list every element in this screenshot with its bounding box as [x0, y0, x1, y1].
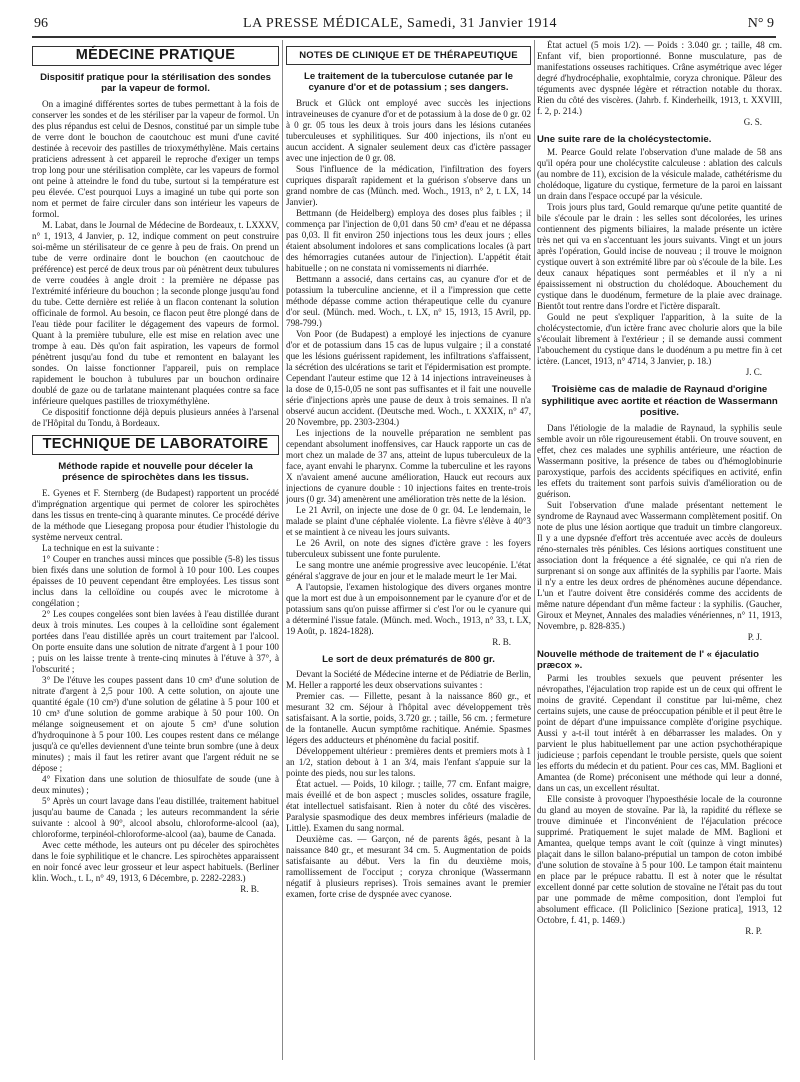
paragraph: A l'autopsie, l'examen histologique des divers organes montre que la mort est due à un empoisonnement par le cyanure d'or et de potassium sans qu'on puisse affirmer si c'est l'or ou le cyanure qui a déterminé l'issue fatale. (Münch. med. Woch., 1913, n° 33, t. LX, 19 Août, p. 1824-1828).: [286, 581, 531, 636]
paragraph: Les injections de la nouvelle préparation ne semblent pas cependant absolument inoffensives, car Hauck rapporte un cas de mort chez un malade de 37 ans, atteint de lupus tuberculeux de la face, ayant envahi le pharynx. Comme la tuberculine et les rayons X n'avaient amené aucune amélioration, Hauck eut recours aux injections de cyanure double : 10 injections faites en trente-trois jours (0 gr. 34) amenèrent une amélioration très nette de la lésion.: [286, 427, 531, 504]
signature: R. B.: [240, 883, 259, 894]
page-number: 96: [34, 16, 48, 31]
paragraph: Elle consiste à provoquer l'hypoesthésie locale de la couronne du gland au moyen de stovaïne. Par là, la rapidité du réflexe se trouve diminuée et l'inconvénient de l'éjaculation précoce supprimé. Pratiquement le sujet malade de MM. Baglioni et Amantea, quelque temps avant le coït (quinze à vingt minutes) plaçait dans le sillon balano-préputial un tampon de coton imbibé d'une solution de stovaïne à 5 pour 100. Le tampon était maintenu en place par le prépuce rabattu. Il est à noter que le résultat excellent donné par cette solution de stovaïne ne l'était pas du tout par une pommade de même composition, dont l'emploi fut absolument efficace. (Il Policlinico [Sezione pratica], 1913, 12 Octobre, f. 41, p. 1469.): [537, 794, 782, 926]
article-title: Méthode rapide et nouvelle pour déceler la présence de spirochètes dans les tissus.: [58, 460, 253, 484]
paragraph: M. Labat, dans le Journal de Médecine de Bordeaux, t. LXXXV, n° 1, 1913, 4 Janvier, p. 12, indique comment on peut construire soi-même un stérilisateur de ce genre à peu de frais. On prend un tube de verre ordinaire dont le bouchon (en caoutchouc de préférence) est percé de deux trous par où pénètrent deux tubulures de verre coudées à angle droit : la première ne dépasse pas l'extrémité inférieure du bouchon ; la seconde plonge jusqu'au fond du tube. Cette dernière est reliée à un flacon contenant la solution officinale de formol. Au besoin, ce flacon peut être plongé dans de l'eau tiède pour faciliter le dégagement des vapeurs de formol. Quant à la première tubulure, elle est mise en relation avec une trompe à eau. Dès qu'on fait aspiration, les vapeurs de formol pénètrent jusqu'au fond du tube et remontent en balayant les sondes. On laisse fonctionner l'appareil, puis on remplace rapidement le bouchon à tubulures par un bouchon ordinaire doublé de gaze ou de tarlatane maintenant plaquées contre sa face inférieure quelques pastilles de trioxyméthylène.: [32, 219, 279, 406]
article-title: Troisième cas de maladie de Raynaud d'origine syphilitique avec aortite et réaction de Wassermann positive.: [541, 384, 778, 419]
paragraph: Développement ultérieur : premières dents et premiers mots à 1 an 1/2, station debout à 1 an 3/4, mais l'enfant s'appuie sur la pointe des pieds, nou sur les talons.: [286, 746, 531, 779]
issue-number: N° 9: [747, 16, 774, 31]
signature: G. S.: [743, 117, 762, 127]
paragraph: Premier cas. — Fillette, pesant à la naissance 860 gr., et mesurant 32 cm. Séjour à l'hôpital avec développement très satisfaisant. A la sortie, poids, 3.720 gr. ; taille, 56 cm. ; fermeture de la fontanelle. Aucun symptôme rachitique. Anémie. Spasmes légers des adducteurs et phénomène du facial positif.: [286, 691, 531, 746]
signature: R. B.: [492, 636, 511, 647]
paragraph: La technique en est la suivante :: [42, 542, 160, 553]
column-rule-1: [282, 40, 283, 1060]
paragraph: Le sang montre une anémie progressive avec leucopénie. L'état général s'aggrave de jour en jour et le malade meurt le 1er Mai.: [286, 559, 531, 581]
paragraph: 1° Couper en tranches aussi minces que possible (5-8) les tissus bien fixés dans une solution de formol à 10 pour 100. Les coupes épaisses de 10 peuvent cependant être employées. Les tissus sont inclus dans la celloïdine ou coupés avec le microtome à congélation ;: [32, 553, 279, 608]
header-rule: [32, 36, 776, 38]
page-header: [20, 12, 780, 34]
paragraph: Avec cette méthode, les auteurs ont pu déceler des spirochètes dans le foie syphilitique et le chancre. Les spirochètes apparaissent en noir foncé avec leur grosseur et leur aspect habituels. (Berliner klin. Woch., t. L, n° 49, 1913, 6 Décembre, p. 2282-2283.): [32, 839, 279, 883]
paragraph: 5° Après un court lavage dans l'eau distillée, traitement habituel jusqu'au baume de Canada ; les auteurs recommandent la série suivante : alcool à 90°, alcool absolu, chloroforme-alcool (aa), chloroforme, terpinéol-chloroforme-alcool (aa), baume de Canada.: [32, 795, 279, 839]
paragraph: Bruck et Glück ont employé avec succès les injections intraveineuses de cyanure d'or et de potassium à la dose de 0 gr. 02 à 0 gr. 05 tous les deux à trois jours dans les lésions cutanées tuberculeuses et syphilitiques. Sur 400 injections, ils n'ont eu aucun accident. A signaler seulement deux cas d'ictère passager avec une injection de 0 gr. 08.: [286, 97, 531, 163]
paragraph: Le 26 Avril, on note des signes d'ictère grave : les foyers tuberculeux subissent une fonte purulente.: [286, 537, 531, 559]
journal-title: LA PRESSE MÉDICALE, Samedi, 31 Janvier 1914: [243, 16, 557, 31]
section-notes-clinique: [286, 46, 531, 65]
paragraph: Le 21 Avril, on injecte une dose de 0 gr. 04. Le lendemain, le malade se plaint d'une céphalée violente. La fièvre s'élève à 40°3 et se maintient à ce niveau les jours suivants.: [286, 504, 531, 537]
article-title: Le traitement de la tuberculose cutanée par le cyanure d'or et de potassium ; ses dangers.: [304, 71, 513, 94]
paragraph: Parmi les troubles sexuels que peuvent présenter les névropathes, l'éjaculation trop rapide est un de ceux qui offrent le moins de gravité. Cependant il constitue par lui-même, chez certains sujets, une cause de préoccupation pénible et il peut être le point de départ d'une impuissance complète d'origine psychique. Aussi y a-t-il tout intérêt à en débarrasser les malades. On y parvient le plus habituellement par une action psychothérapique judicieuse ; parfois cependant le trouble persiste, quels que soient les efforts du médecin et du patient. Pour ces cas, MM. Baglioni et Amantea (de Rome) préconisent une méthode qui leur a donné, dans un cas, un excellent résultat.: [537, 673, 782, 794]
paragraph: Bettmann (de Heidelberg) employa des doses plus faibles ; il commença par l'injection de 0,01 dans 50 cm³ d'eau et ne dépassa pas 0,03. Il fit environ 250 injections tous les deux jours ; elles étaient absolument indolores et sans complications locales (à part des hémorragies cutanées autour de l'injection). L'appétit était habituelle ; on ne constata ni vomissements ni diarrhée.: [286, 207, 531, 273]
signature: P. J.: [747, 631, 762, 642]
section-title: TECHNIQUE DE LABORATOIRE: [42, 435, 269, 452]
column-3: [537, 40, 782, 1060]
paragraph: Ce dispositif fonctionne déjà depuis plusieurs années à l'arsenal de l'Hôpital du Tondu, à Bordeaux.: [32, 406, 279, 428]
paragraph: Deuxième cas. — Garçon, né de parents âgés, pesant à la naissance 840 gr., et mesurant 34 cm. 5. Augmentation de poids satisfaisante au début. Vers la fin du deuxième mois, ramollissement de l'occiput ; coryza chronique (Wassermann négatif à plusieurs reprises). Trois semaines avant le premier examen, forte crise de dyspnée avec cyanose.: [286, 834, 531, 900]
column-rule-2: [534, 40, 535, 1060]
signature: J. C.: [745, 367, 762, 378]
paragraph: Gould ne peut s'expliquer l'apparition, à la suite de la cholécystectomie, d'un ictère franc avec cholurie alors que la bile s'écoulait librement à l'extérieur ; il se demande aussi comment l'abouchement du cystique dans le duodénum a pu mettre fin à cet ictère. (Lancet, 1913, n° 4714, 3 Janvier, p. 18.): [537, 312, 782, 367]
article-title: Le sort de deux prématurés de 800 gr.: [322, 653, 495, 665]
paragraph: E. Gyenes et F. Sternberg (de Budapest) rapportent un procédé d'imprégnation argentique qui permet de colorer les spirochètes dans les tissus en trente-cinq à quarante minutes. Ce procédé dérive de la méthode que Liesegang proposa pour étudier l'histologie du système nerveux central.: [32, 487, 279, 542]
article-title: Dispositif pratique pour la stérilisation des sondes par la vapeur de formol.: [40, 72, 271, 95]
section-technique-laboratoire: [32, 435, 279, 455]
paragraph: On a imaginé différentes sortes de tubes permettant à la fois de conserver les sondes et de les stériliser par la vapeur de formol. Un des plus répandus est celui de Desnos, constitué par un simple tube de verre dont le bouchon de caoutchouc est muni d'une cavité destinée à recevoir des pastilles de trioxyméthylène. Mais certains praticiens adressent à cet appareil le reproche d'exiger un temps trop long pour une stérilisation complète, car les vapeurs de formol ont peine à atteindre le fond du tube, surtout si la température est peu élevée. C'est pourquoi Luys a imaginé un tube qui porte son nom et permet de faire circuler dans son intérieur les vapeurs de formol.: [32, 98, 279, 219]
paragraph: Trois jours plus tard, Gould remarque qu'une petite quantité de bile s'écoule par le drain : les selles sont décolorées, les urines contiennent des pigments biliaires, la malade présente un ictère très net qui va en s'accentuant les jours suivants. Vingt et un jours après l'opération, Gould incise de nouveau ; il trouve le moignon cystique ouvert à son extrémité libre par où s'écoule de la bile. Les deux canaux hépatiques sont perméables et il n'y a ni épaississement ni obstruction du cholédoque. Abouchement du cystique dans le duodénum, fermeture de la plaie avec drainage. Bientôt tout rentre dans l'ordre et l'ictère disparaît.: [537, 202, 782, 312]
paragraph: 2° Les coupes congelées sont bien lavées à l'eau distillée durant deux à trois minutes. Les coupes à la celloïdine sont également portées dans l'eau distillée après un court traitement par l'alcool. On porte ensuite dans une solution de nitrate d'argent à 1 pour 100 ; puis on les laisse trente à trente-cinq minutes à l'étuve à 37°, à l'obscurité ;: [32, 608, 279, 674]
section-medecine-pratique: [32, 46, 279, 66]
section-title: MÉDECINE PRATIQUE: [75, 47, 236, 63]
article-title: Nouvelle méthode de traitement de l' « éjaculatio præcox ».: [537, 648, 759, 672]
paragraph: 3° De l'étuve les coupes passent dans 10 cm³ d'une solution de nitrate d'argent à 2,5 pour 100. A cette solution, on ajoute une quantité égale (10 cm³) d'une solution de gélatine à 5 pour 100 et 10 cm³ d'une solution de gomme arabique à 50 pour 100. On mélange soigneusement et on ajoute 5 cm³ d'une solution d'hydroquinone à 5 pour 100. Les coupes restent dans ce mélange jusqu'à ce qu'elles deviennent d'une teinte brun sombre (une à deux minutes) ; mais il faut les retirer avant que l'argent réduit ne se dépose ;: [32, 674, 279, 773]
paragraph: Von Poor (de Budapest) a employé les injections de cyanure d'or et de potassium dans 15 cas de lupus vulgaire ; il a constaté que les lésions guérissent rapidement, les infiltrations s'affaissent, la sécrétion des ulcérations se tarit et l'épidermisation est prompte. Cependant l'auteur estime que 12 à 14 injections intraveineuses à la dose de 0,15-0,05 ne sont pas suffisantes et il fait une nouvelle série d'injections après une pause de deux à trois semaines. Il n'a observé aucun accident. (Deutsche med. Woch., t. XXXIX, n° 47, 20 Novembre, pp. 2303-2304.): [286, 328, 531, 427]
paragraph: 4° Fixation dans une solution de thiosulfate de soude (une à deux minutes) ;: [32, 773, 279, 795]
paragraph: État actuel. — Poids, 10 kilogr. ; taille, 77 cm. Enfant maigre, mais éveillé et de bon aspect ; muscles solides, ossature fragile, état intellectuel satisfaisant. Rien à noter du côté des viscères. Paralysie spasmodique des deux membres inférieurs (maladie de Little). Examen du sang normal.: [286, 779, 531, 834]
section-title: NOTES DE CLINIQUE ET DE THÉRAPEUTIQUE: [299, 50, 518, 61]
signature: R. P.: [745, 926, 762, 937]
paragraph: Sous l'influence de la médication, l'infiltration des foyers cupriques disparaît rapidement et la guérison s'observe dans un grand nombre de cas (Münch. med. Woch., 1913, n° 2, t. LX, 14 Janvier).: [286, 163, 531, 207]
paragraph: Suit l'observation d'une malade présentant nettement le syndrome de Raynaud avec Wassermann complètement positif. On note de plus une lésion aortique que traduit un timbre clangoreux. Il y a une dypsnée d'effort très accentuée avec accès de douleurs réno-sternales très pénibles. Ces lésions aortiques constituent une association dont la fréquence a été signalée, ce qui n'a rien de surprenant si on songe aux affinités de la syphilis par l'aorte. Mais il n'y a entre les deux ordres de phénomènes aucune dépendance. L'un et l'autre doivent être considérés comme des accidents de même nature dépendant d'un même facteur : la syphilis. (Gaucher, Giroux et Meynet, Annales des maladies vénériennes, n° 11, 1913, Novembre, p. 828-835.): [537, 499, 782, 631]
column-2: [286, 40, 531, 1060]
paragraph: Bettmann a associé, dans certains cas, au cyanure d'or et de potassium la tuberculine ancienne, et il a l'impression que cette méthode dépasse comme action thérapeutique celle du cyanure d'or seul. (Münch. med. Woch., t. LX, n° 15, 1913, 15 Avril, pp. 798-799.): [286, 273, 531, 328]
paragraph: Devant la Société de Médecine interne et de Pédiatrie de Berlin, M. Heller a rapporté les deux observations suivantes :: [286, 669, 531, 691]
paragraph: Dans l'étiologie de la maladie de Raynaud, la syphilis seule semble avoir un rôle rigoureusement établi. On trouve souvent, en effet, chez ces malades une syphilis antérieure, une réaction de Wassermann positive, la présence de tabes ou d'hémoglobinurie paroxystique, parfois des accidents spécifiques en activité, enfin les effets du traitement sont parfois suivis d'amélioration ou de guérison.: [537, 422, 782, 499]
paragraph: M. Pearce Gould relate l'observation d'une malade de 58 ans qu'il opéra pour une cholécystite calculeuse : ablation des calculs (au nombre de 11), excision de la vésicule malade, cathétérisme du cholédoque, ligature du cystique, fermeture de la paroi en laissant un drain dans l'espace occupé par la vésicule.: [537, 147, 782, 202]
article-title: Une suite rare de la cholécystectomie.: [537, 134, 712, 145]
paragraph: État actuel (5 mois 1/2). — Poids : 3.040 gr. ; taille, 48 cm. Enfant vif, bien proportionné. Bonne musculature, pas de manifestations osseuses rachitiques. Crâne asymétrique avec léger degré d'hydrocéphalie, exophtalmie, coryza chronique. Pâleur des téguments avec dyspnée légère et rétraction notable du thorax. Rien du côté des viscères. (Jahrb. f. Kinderheilk, 1913, t. XXVIII, f. 2, p. 214.): [537, 40, 782, 116]
column-1: [32, 40, 279, 1060]
